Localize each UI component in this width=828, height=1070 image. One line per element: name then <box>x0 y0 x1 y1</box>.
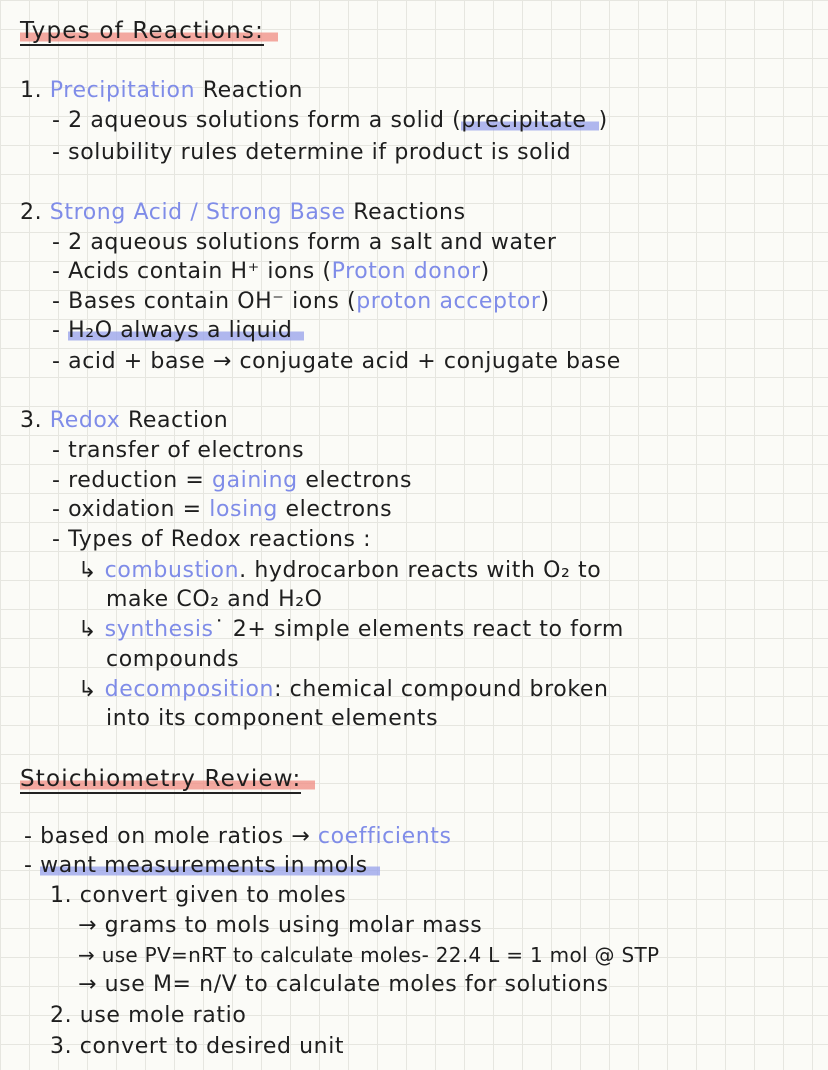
mols-highlight: want measurements in mols <box>40 853 380 878</box>
redox-rest: Reaction <box>120 408 229 433</box>
acid-base-bullet-2 <box>52 259 490 285</box>
bullet-dash: - <box>24 853 41 878</box>
precipitation-rest: Reaction <box>195 78 304 103</box>
decomposition-text-2: into its component elements <box>106 706 439 731</box>
water-liquid-highlight: H₂O always a liquid <box>68 318 304 343</box>
acid-base-number: 2. <box>20 200 43 225</box>
bullet-text: ) <box>598 108 608 133</box>
redox-title <box>20 408 228 434</box>
acid-base-bullet-4 <box>52 318 304 344</box>
precipitation-bullet-2: - solubility rules determine if product is solid <box>52 140 572 165</box>
bullet-text: - based on mole ratios → <box>24 824 318 849</box>
acid-base-bullet-5: - acid + base → conjugate acid + conjugate base <box>52 349 621 374</box>
bullet-text: - 2 aqueous solutions form a solid ( <box>52 108 462 133</box>
redox-bullet-2 <box>52 468 412 494</box>
acid-base-rest: Reactions <box>345 200 466 225</box>
bullet-text: ) <box>540 289 550 314</box>
stoich-sub-2: → use PV=nRT to calculate moles- 22.4 L = 1 mol @ STP <box>78 943 660 967</box>
sub-arrow-icon: ↳ <box>78 617 105 642</box>
precipitate-term: precipitate <box>461 108 598 133</box>
stoich-step-3: 3. convert to desired unit <box>50 1034 345 1059</box>
bullet-text: - reduction = <box>52 468 212 493</box>
acid-base-bullet-1: - 2 aqueous solutions form a salt and water <box>52 230 557 255</box>
decomposition-text: : chemical compound broken <box>274 677 609 702</box>
sub-arrow-icon: ↳ <box>78 677 105 702</box>
proton-donor-term: Proton donor <box>331 259 481 284</box>
precipitation-number: 1. <box>20 78 43 103</box>
stoich-heading <box>20 766 315 792</box>
acid-base-term: Strong Acid / Strong Base <box>49 200 346 225</box>
precipitation-bullet-1 <box>52 108 608 134</box>
stoich-bullet-2 <box>24 853 380 879</box>
redox-bullet-1: - transfer of electrons <box>52 438 305 463</box>
losing-term: losing <box>209 497 278 522</box>
combustion-item <box>78 558 601 584</box>
redox-term: Redox <box>49 408 121 433</box>
stoich-sub-3: → use M= n/V to calculate moles for solutions <box>78 972 609 997</box>
stoich-heading-text: Stoichiometry Review: <box>20 766 302 792</box>
stoich-bullet-1 <box>24 824 452 850</box>
stoich-step-2: 2. use mole ratio <box>50 1003 247 1028</box>
bullet-text: electrons <box>297 468 413 493</box>
reactions-heading <box>20 18 278 44</box>
bullet-text: ) <box>480 259 490 284</box>
sub-arrow-icon: ↳ <box>78 558 105 583</box>
combustion-text-2: make CO₂ and H₂O <box>106 587 323 612</box>
synthesis-text-2: compounds <box>106 647 240 672</box>
bullet-text: electrons <box>277 497 393 522</box>
reactions-heading-text: Types of Reactions: <box>20 18 265 44</box>
redox-bullet-3 <box>52 497 392 523</box>
bullet-text: - Acids contain H⁺ ions ( <box>52 259 332 284</box>
bullet-text: - Bases contain OH⁻ ions ( <box>52 289 357 314</box>
combustion-text: . hydrocarbon reacts with O₂ to <box>239 558 602 583</box>
coefficients-term: coefficients <box>317 824 452 849</box>
combustion-term: combustion <box>104 558 240 583</box>
synthesis-text: ˙ 2+ simple elements react to form <box>213 617 624 642</box>
redox-bullet-4: - Types of Redox reactions : <box>52 527 372 552</box>
precipitation-title <box>20 78 303 104</box>
stoich-sub-1: → grams to mols using molar mass <box>78 913 483 938</box>
bullet-text: - oxidation = <box>52 497 210 522</box>
bullet-dash: - <box>52 318 69 343</box>
acid-base-title <box>20 200 466 226</box>
acid-base-bullet-3 <box>52 289 550 315</box>
heading-highlight <box>20 18 278 44</box>
redox-number: 3. <box>20 408 43 433</box>
gaining-term: gaining <box>212 468 298 493</box>
decomposition-term: decomposition <box>104 677 275 702</box>
synthesis-item <box>78 617 624 643</box>
proton-acceptor-term: proton acceptor <box>356 289 541 314</box>
synthesis-term: synthesis <box>104 617 214 642</box>
stoich-step-1: 1. convert given to moles <box>50 883 347 908</box>
decomposition-item <box>78 677 609 703</box>
heading-highlight <box>20 766 315 792</box>
precipitation-term: Precipitation <box>49 78 196 103</box>
